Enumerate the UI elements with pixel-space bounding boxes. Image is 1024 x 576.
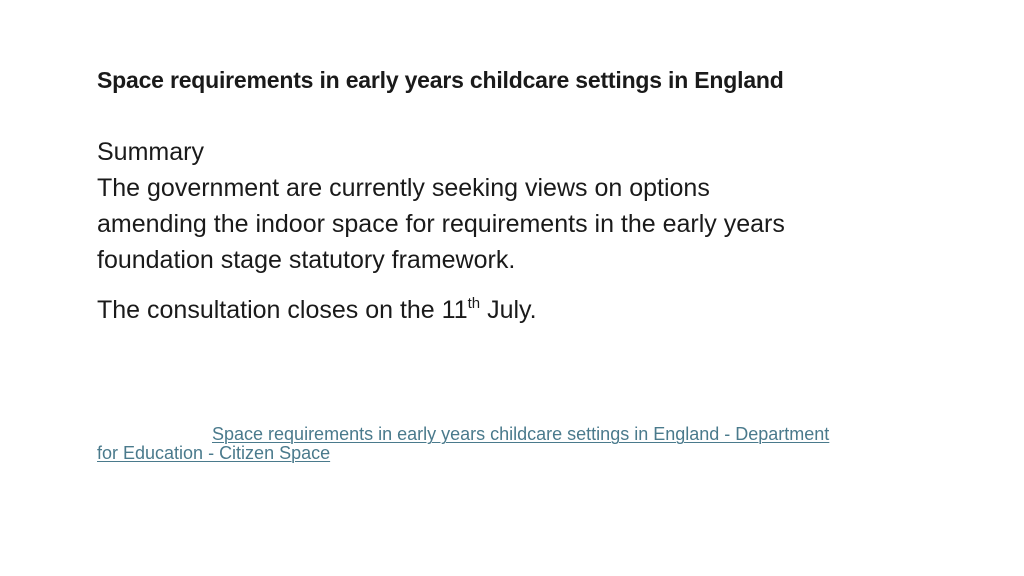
closing-superscript: th	[467, 295, 481, 312]
summary-line-1: The government are currently seeking views on options	[97, 174, 710, 202]
closing-suffix: July.	[480, 296, 537, 324]
summary-line-2: amending the indoor space for requirements in the early years	[97, 210, 785, 238]
consultation-link-line-1[interactable]: Space requirements in early years childcare settings in England - Department	[212, 424, 830, 444]
consultation-closing-text	[97, 292, 897, 328]
slide-title: Space requirements in early years childcare settings in England	[97, 67, 784, 93]
summary-line-3: foundation stage statutory framework.	[97, 246, 516, 274]
summary-heading: Summary	[97, 138, 204, 166]
consultation-link-block	[97, 425, 937, 463]
closing-prefix: The consultation closes on the 11	[97, 296, 468, 324]
consultation-link-line-2[interactable]: for Education - Citizen Space	[97, 443, 331, 463]
summary-block	[97, 134, 897, 278]
